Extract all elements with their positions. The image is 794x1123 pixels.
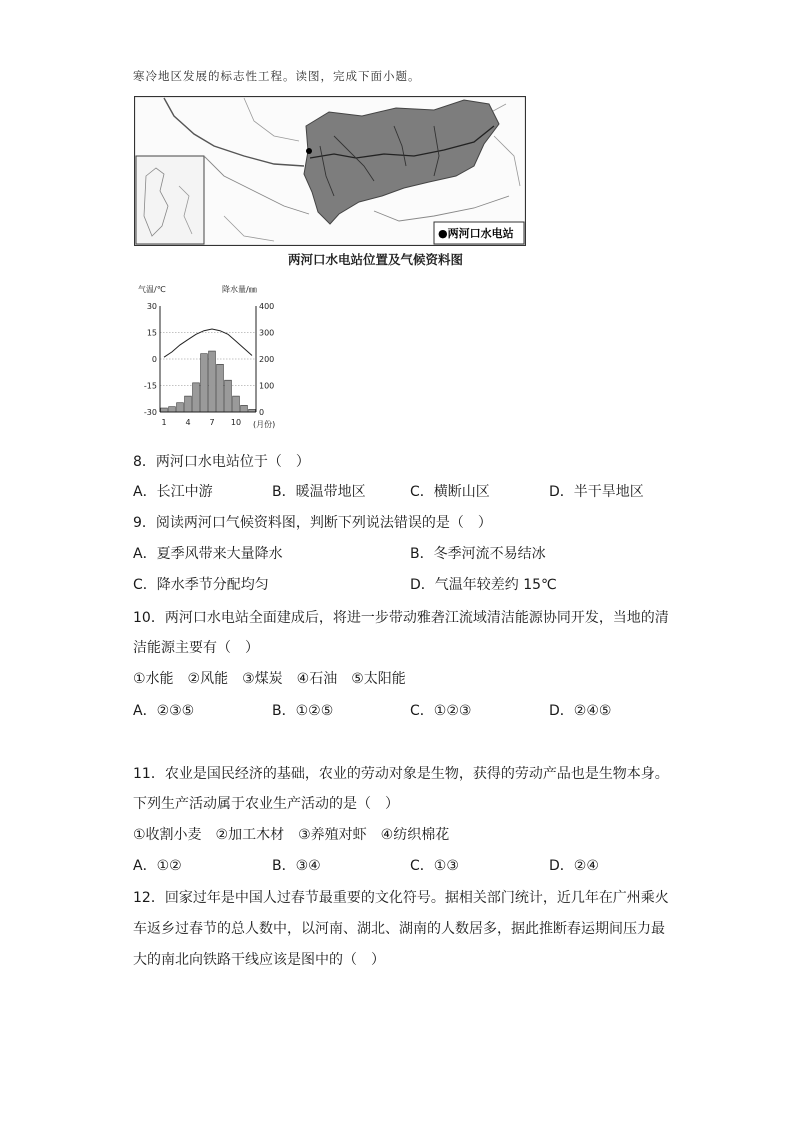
q11-option-c[interactable]: C．①③ <box>410 858 459 874</box>
right-tick-label: 200 <box>259 355 275 364</box>
left-tick-label: -15 <box>143 381 157 391</box>
x-tick-label: 10 <box>230 418 242 427</box>
question-11-stem-line2: 下列生产活动属于农业生产活动的是（ ） <box>133 796 399 812</box>
precipitation-bar <box>185 396 192 412</box>
q11-option-b[interactable]: B．③④ <box>272 858 321 874</box>
x-tick-label: 4 <box>185 418 191 427</box>
q8-option-a[interactable]: A．长江中游 <box>133 484 213 500</box>
left-tick-label: 30 <box>146 302 157 311</box>
right-tick-label: 400 <box>259 302 275 311</box>
q9-option-d[interactable]: D．气温年较差约 15℃ <box>410 577 557 593</box>
q8-option-d[interactable]: D．半干旱地区 <box>549 484 644 500</box>
q10-option-d[interactable]: D．②④⑤ <box>549 703 612 719</box>
left-tick-label: 0 <box>151 355 157 364</box>
left-tick-label: 15 <box>146 328 157 338</box>
temperature-line <box>164 329 252 357</box>
right-tick-label: 300 <box>259 328 275 338</box>
precipitation-bar <box>209 351 216 412</box>
question-10-stem-line2: 洁能源主要有（ ） <box>133 640 259 656</box>
precipitation-bar <box>177 403 184 412</box>
precipitation-bar <box>217 364 224 412</box>
question-8-stem: 8．两河口水电站位于（ ） <box>133 454 310 470</box>
precipitation-bar <box>233 396 240 412</box>
map-legend-label: ●两河口水电站 <box>438 227 514 240</box>
question-11-stem-line1: 11．农业是国民经济的基础，农业的劳动对象是生物，获得的劳动产品也是生物本身。 <box>133 766 669 782</box>
question-12-stem-line1: 12．回家过年是中国人过春节最重要的文化符号。据相关部门统计，近几年在广州乘火 <box>133 890 669 906</box>
right-tick-label: 0 <box>259 408 265 417</box>
intro-text: 寒冷地区发展的标志性工程。读图，完成下面小题。 <box>133 69 421 83</box>
precipitation-bar <box>169 407 176 412</box>
q10-option-b[interactable]: B．①②⑤ <box>272 703 334 719</box>
q10-option-a[interactable]: A．②③⑤ <box>133 703 195 719</box>
right-axis-title: 降水量/㎜ <box>222 285 257 294</box>
precipitation-bar <box>201 354 208 412</box>
x-tick-label: 7 <box>209 418 215 427</box>
q8-option-c[interactable]: C．横断山区 <box>410 484 490 500</box>
question-10-stem-line1: 10．两河口水电站全面建成后，将进一步带动雅砻江流域清洁能源协同开发，当地的清 <box>133 610 669 626</box>
question-12-stem-line3: 大的南北向铁路干线应该是图中的（ ） <box>133 952 385 968</box>
q11-option-a[interactable]: A．①② <box>133 858 182 874</box>
precipitation-bar <box>241 405 248 412</box>
q9-option-c[interactable]: C．降水季节分配均匀 <box>133 577 269 593</box>
climate-chart <box>138 282 288 430</box>
x-axis-unit: (月份) <box>253 420 276 429</box>
right-tick-label: 100 <box>259 381 275 391</box>
q10-option-c[interactable]: C．①②③ <box>410 703 472 719</box>
left-tick-label: -30 <box>143 408 157 417</box>
left-axis-title: 气温/℃ <box>138 285 166 294</box>
map-caption: 两河口水电站位置及气候资料图 <box>288 252 464 267</box>
x-tick-label: 1 <box>161 418 167 427</box>
location-map <box>134 96 526 246</box>
q8-option-b[interactable]: B．暖温带地区 <box>272 484 366 500</box>
q11-option-d[interactable]: D．②④ <box>549 858 599 874</box>
q9-option-b[interactable]: B．冬季河流不易结冰 <box>410 546 546 562</box>
q9-option-a[interactable]: A．夏季风带来大量降水 <box>133 546 283 562</box>
question-12-stem-line2: 车返乡过春节的总人数中，以河南、湖北、湖南的人数居多，据此推断春运期间压力最 <box>133 921 665 937</box>
question-11-items: ①收割小麦 ②加工木材 ③养殖对虾 ④纺织棉花 <box>133 827 450 843</box>
precipitation-bar <box>225 380 232 412</box>
precipitation-bar <box>161 408 168 412</box>
question-10-items: ①水能 ②风能 ③煤炭 ④石油 ⑤太阳能 <box>133 671 406 687</box>
inset-map <box>136 156 204 244</box>
question-9-stem: 9．阅读两河口气候资料图，判断下列说法错误的是（ ） <box>133 515 492 531</box>
precipitation-bar <box>193 383 200 412</box>
station-marker <box>306 148 312 154</box>
